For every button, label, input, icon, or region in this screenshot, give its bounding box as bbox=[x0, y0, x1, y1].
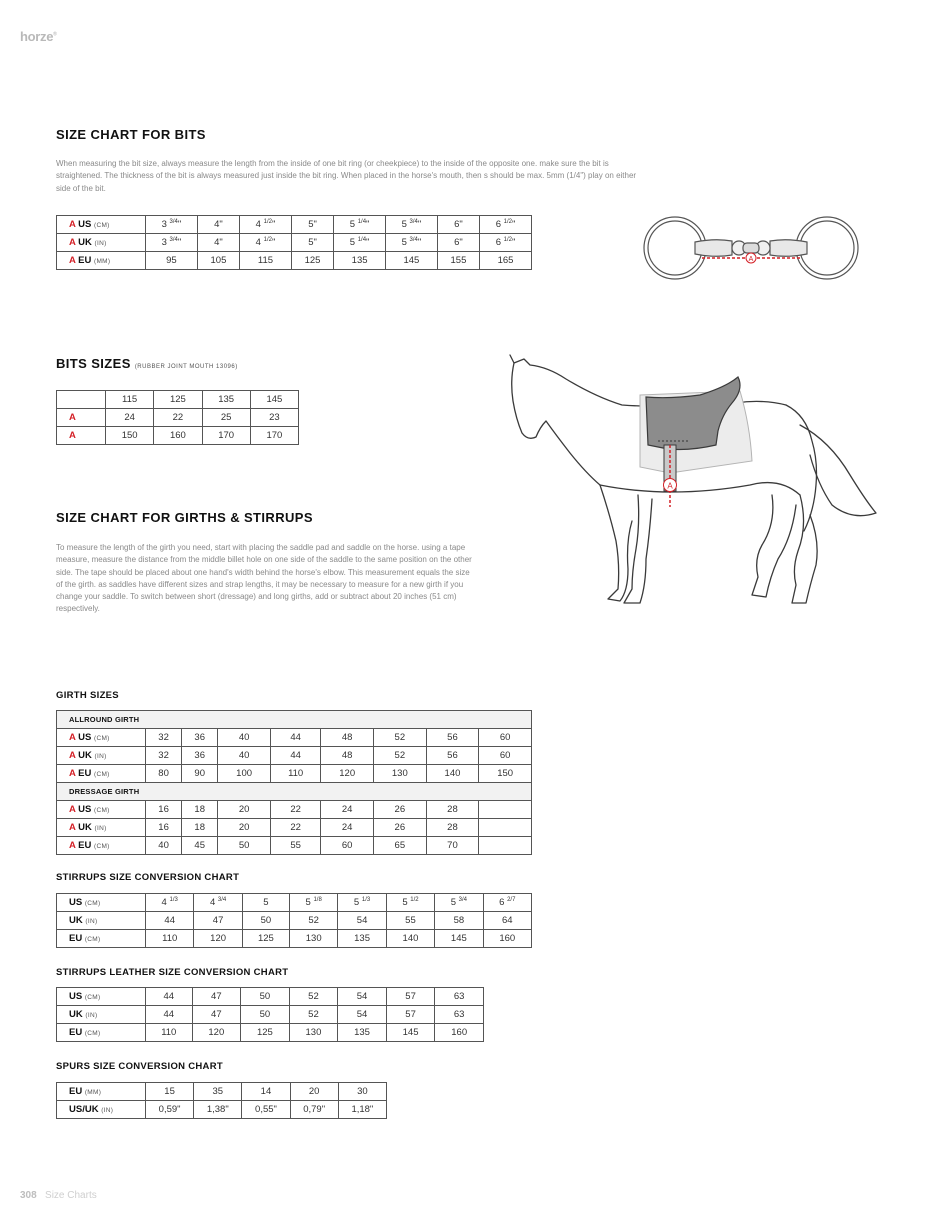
table-cell: 1,18" bbox=[338, 1101, 386, 1119]
table-cell: 36 bbox=[182, 747, 218, 765]
row-label: EU bbox=[69, 933, 83, 944]
table-cell: 54 bbox=[338, 988, 387, 1006]
row-unit: (CM) bbox=[84, 900, 101, 907]
bit-diagram-marker: A bbox=[748, 256, 754, 263]
horse-girth-illustration bbox=[500, 345, 890, 615]
table-cell: 24 bbox=[321, 801, 374, 819]
table-cell: 125 bbox=[241, 1024, 290, 1042]
table-cell: 64 bbox=[483, 912, 531, 930]
table-cell: 50 bbox=[241, 988, 290, 1006]
table-cell: 63 bbox=[435, 988, 484, 1006]
row-unit: (MM) bbox=[94, 258, 111, 265]
table-cell: 16 bbox=[146, 819, 182, 837]
row-unit: (CM) bbox=[84, 936, 101, 943]
table-cell: 28 bbox=[426, 819, 479, 837]
table-cell: 25 bbox=[202, 409, 250, 427]
row-label: EU bbox=[78, 255, 92, 266]
row-unit: (IN) bbox=[85, 918, 98, 925]
measure-letter: A bbox=[69, 768, 76, 779]
table-cell: 32 bbox=[146, 729, 182, 747]
table-cell: 4 $^{1/2}$" bbox=[240, 234, 292, 252]
table-cell: 145 bbox=[386, 252, 438, 270]
row-header bbox=[57, 837, 146, 855]
table-cell: 5 bbox=[242, 894, 289, 912]
table-row bbox=[57, 765, 532, 783]
bit-diagram bbox=[640, 212, 862, 284]
row-label: UK bbox=[78, 822, 92, 833]
table-cell: 24 bbox=[321, 819, 374, 837]
table-cell: 125 bbox=[242, 930, 289, 948]
table-cell: 1,38" bbox=[194, 1101, 242, 1119]
table-row bbox=[57, 988, 484, 1006]
table-cell: 130 bbox=[374, 765, 427, 783]
table-cell: 95 bbox=[146, 252, 198, 270]
table-cell: 18 bbox=[182, 801, 218, 819]
column-header: 125 bbox=[154, 391, 202, 409]
table-cell: 44 bbox=[146, 1006, 193, 1024]
table-row bbox=[57, 837, 532, 855]
table-cell: 145 bbox=[386, 1024, 435, 1042]
row-header bbox=[57, 912, 146, 930]
table-cell: 110 bbox=[146, 930, 194, 948]
footer-section: Size Charts bbox=[45, 1190, 97, 1201]
table-cell: 5 $^{1/3}$ bbox=[338, 894, 386, 912]
row-unit: (MM) bbox=[84, 1089, 102, 1096]
table-cell: 16 bbox=[146, 801, 182, 819]
row-label: EU bbox=[69, 1086, 83, 1097]
table-cell: 4 $^{1/3}$ bbox=[146, 894, 194, 912]
table-cell: 145 bbox=[435, 930, 483, 948]
table-cell: 4 $^{1/2}$" bbox=[240, 216, 292, 234]
table-cell: 24 bbox=[106, 409, 154, 427]
table-row bbox=[57, 912, 532, 930]
table-cell: 0,55" bbox=[242, 1101, 290, 1119]
column-header: 145 bbox=[250, 391, 298, 409]
table-cell: 130 bbox=[289, 1024, 338, 1042]
row-header bbox=[57, 930, 146, 948]
girth-group-name: ALLROUND GIRTH bbox=[57, 711, 532, 729]
table-cell: 5 $^{1/4}$" bbox=[334, 234, 386, 252]
table-cell: 115 bbox=[240, 252, 292, 270]
girths-section-title: SIZE CHART FOR GIRTHS & STIRRUPS bbox=[56, 510, 313, 525]
table-cell: 160 bbox=[154, 427, 202, 445]
row-header bbox=[57, 747, 146, 765]
table-cell: 160 bbox=[483, 930, 531, 948]
row-label: UK bbox=[78, 237, 92, 248]
table-cell: 26 bbox=[374, 819, 427, 837]
table-cell: 5 $^{3/4}$ bbox=[435, 894, 483, 912]
table-row bbox=[57, 930, 532, 948]
table-cell: 5 $^{1/4}$" bbox=[334, 216, 386, 234]
bits-title: SIZE CHART FOR BITS bbox=[56, 127, 206, 142]
table-cell: 160 bbox=[435, 1024, 484, 1042]
table-cell: 50 bbox=[242, 912, 289, 930]
row-label: US bbox=[78, 219, 92, 230]
table-cell: 70 bbox=[426, 837, 479, 855]
table-cell bbox=[479, 819, 532, 837]
row-header bbox=[57, 252, 146, 270]
table-cell: 47 bbox=[192, 1006, 241, 1024]
table-cell: 5" bbox=[291, 234, 333, 252]
row-unit: (IN) bbox=[85, 1012, 98, 1019]
table-cell: 130 bbox=[289, 930, 337, 948]
table-cell: 56 bbox=[426, 747, 479, 765]
girth-diagram-marker: A bbox=[667, 481, 673, 491]
table-cell: 52 bbox=[289, 1006, 338, 1024]
row-header bbox=[57, 765, 146, 783]
table-cell: 6" bbox=[437, 234, 479, 252]
group-header-row bbox=[57, 783, 532, 801]
row-unit: (IN) bbox=[94, 753, 107, 760]
table-cell: 135 bbox=[338, 1024, 387, 1042]
table-cell: 165 bbox=[480, 252, 532, 270]
table-cell: 170 bbox=[202, 427, 250, 445]
table-row bbox=[57, 216, 532, 234]
bit-sizes-title: BITS SIZES (RUBBER JOINT MOUTH 13096) bbox=[56, 356, 238, 371]
row-header bbox=[57, 819, 146, 837]
measure-letter: A bbox=[69, 750, 76, 761]
table-cell: 5 $^{1/8}$ bbox=[289, 894, 337, 912]
table-cell: 105 bbox=[197, 252, 239, 270]
row-unit: (CM) bbox=[94, 735, 110, 742]
table-cell: 4 $^{3/4}$ bbox=[194, 894, 242, 912]
table-cell: 40 bbox=[146, 837, 182, 855]
row-label: US bbox=[78, 732, 92, 743]
table-cell: 3 $^{3/4}$" bbox=[146, 216, 198, 234]
bits-description: When measuring the bit size, always measure the length from the inside of one bit ring (or cheekpiece) to the inside of the opposite one. make sure the bit is straightened. The thickness of the bit is always measured just inside the bit ring. When placed in the horse's mouth, then s should be max. 5mm (1/4") play on either side of the bit. bbox=[56, 159, 637, 193]
table-cell: 125 bbox=[291, 252, 333, 270]
table-cell: 6 $^{2/7}$ bbox=[483, 894, 531, 912]
table-cell: 4" bbox=[197, 216, 239, 234]
row-label: US/UK bbox=[69, 1104, 99, 1115]
table-corner bbox=[57, 391, 106, 409]
row-unit: (IN) bbox=[94, 825, 107, 832]
table-row bbox=[57, 409, 299, 427]
table-cell: 0,59" bbox=[146, 1101, 194, 1119]
row-header bbox=[57, 216, 146, 234]
column-header: 135 bbox=[202, 391, 250, 409]
row-header bbox=[57, 1101, 146, 1119]
table-cell: 44 bbox=[270, 729, 320, 747]
table-row bbox=[57, 1024, 484, 1042]
table-cell: 28 bbox=[426, 801, 479, 819]
table-cell: 170 bbox=[250, 427, 298, 445]
table-cell: 55 bbox=[386, 912, 434, 930]
table-cell: 18 bbox=[182, 819, 218, 837]
table-cell: 110 bbox=[146, 1024, 193, 1042]
table-cell: 45 bbox=[182, 837, 218, 855]
table-cell: 120 bbox=[321, 765, 374, 783]
table-cell: 47 bbox=[194, 912, 242, 930]
table-cell: 26 bbox=[374, 801, 427, 819]
table-row bbox=[57, 729, 532, 747]
table-cell bbox=[479, 837, 532, 855]
stirrups-title: STIRRUPS SIZE CONVERSION CHART bbox=[56, 872, 240, 883]
table-cell: 5 $^{3/4}$" bbox=[386, 234, 438, 252]
table-cell: 0,79" bbox=[290, 1101, 338, 1119]
table-cell: 65 bbox=[374, 837, 427, 855]
row-label: US bbox=[69, 991, 83, 1002]
table-cell: 150 bbox=[479, 765, 532, 783]
measure-letter: A bbox=[69, 840, 76, 851]
table-cell: 22 bbox=[154, 409, 202, 427]
table-cell: 52 bbox=[289, 912, 337, 930]
table-cell: 140 bbox=[386, 930, 434, 948]
table-cell: 135 bbox=[334, 252, 386, 270]
table-row bbox=[57, 894, 532, 912]
table-cell: 6 $^{1/2}$" bbox=[480, 216, 532, 234]
table-cell: 48 bbox=[321, 729, 374, 747]
brand-logo: horze® bbox=[20, 29, 57, 44]
table-cell: 90 bbox=[182, 765, 218, 783]
bit-sizes-subtitle: (RUBBER JOINT MOUTH 13096) bbox=[134, 364, 238, 370]
table-cell: 20 bbox=[218, 819, 271, 837]
row-label: UK bbox=[69, 1009, 83, 1020]
table-cell: 55 bbox=[270, 837, 320, 855]
table-cell: 5" bbox=[291, 216, 333, 234]
row-header bbox=[57, 1024, 146, 1042]
measure-letter: A bbox=[69, 822, 76, 833]
table-cell: 155 bbox=[437, 252, 479, 270]
table-cell: 47 bbox=[192, 988, 241, 1006]
bit-sizes-table bbox=[56, 390, 299, 445]
table-cell: 63 bbox=[435, 1006, 484, 1024]
measure-letter: A bbox=[69, 237, 76, 248]
group-header-row bbox=[57, 711, 532, 729]
table-cell: 30 bbox=[338, 1083, 386, 1101]
table-cell: 50 bbox=[218, 837, 271, 855]
table-row bbox=[57, 1083, 387, 1101]
row-header bbox=[57, 234, 146, 252]
row-unit: (CM) bbox=[84, 1030, 101, 1037]
row-unit: (CM) bbox=[84, 994, 101, 1001]
stirrup-leathers-table bbox=[56, 987, 484, 1042]
table-cell: 54 bbox=[338, 1006, 387, 1024]
table-cell: 6" bbox=[437, 216, 479, 234]
row-unit: (IN) bbox=[101, 1107, 114, 1114]
table-cell: 23 bbox=[250, 409, 298, 427]
row-header: A bbox=[57, 409, 106, 427]
table-cell: 14 bbox=[242, 1083, 290, 1101]
table-cell: 100 bbox=[218, 765, 271, 783]
row-label: EU bbox=[69, 1027, 83, 1038]
table-cell: 20 bbox=[290, 1083, 338, 1101]
table-cell: 48 bbox=[321, 747, 374, 765]
table-cell: 56 bbox=[426, 729, 479, 747]
column-header: 115 bbox=[106, 391, 154, 409]
table-cell: 22 bbox=[270, 801, 320, 819]
row-header bbox=[57, 1006, 146, 1024]
table-cell: 120 bbox=[194, 930, 242, 948]
row-label: US bbox=[78, 804, 92, 815]
row-header bbox=[57, 801, 146, 819]
row-unit: (IN) bbox=[94, 240, 107, 247]
table-cell: 22 bbox=[270, 819, 320, 837]
row-label: EU bbox=[78, 840, 92, 851]
row-header bbox=[57, 988, 146, 1006]
row-header bbox=[57, 894, 146, 912]
table-cell: 6 $^{1/2}$" bbox=[480, 234, 532, 252]
measure-letter: A bbox=[69, 732, 76, 743]
row-header bbox=[57, 729, 146, 747]
table-row bbox=[57, 747, 532, 765]
table-cell: 60 bbox=[321, 837, 374, 855]
table-cell: 3 $^{3/4}$" bbox=[146, 234, 198, 252]
table-cell: 44 bbox=[270, 747, 320, 765]
table-cell: 60 bbox=[479, 747, 532, 765]
measure-letter: A bbox=[69, 219, 76, 230]
table-cell: 80 bbox=[146, 765, 182, 783]
table-cell: 44 bbox=[146, 988, 193, 1006]
row-header: A bbox=[57, 427, 106, 445]
table-cell: 5 $^{1/2}$ bbox=[386, 894, 434, 912]
row-unit: (CM) bbox=[94, 771, 110, 778]
spurs-table bbox=[56, 1082, 387, 1119]
table-cell: 120 bbox=[192, 1024, 241, 1042]
table-cell: 4" bbox=[197, 234, 239, 252]
table-cell: 58 bbox=[435, 912, 483, 930]
girth-sizes-title: GIRTH SIZES bbox=[56, 690, 119, 701]
row-label: US bbox=[69, 897, 83, 908]
table-row bbox=[57, 819, 532, 837]
row-label: UK bbox=[69, 915, 83, 926]
girth-sizes-table bbox=[56, 710, 532, 855]
table-cell: 110 bbox=[270, 765, 320, 783]
table-row bbox=[57, 234, 532, 252]
table-cell: 15 bbox=[146, 1083, 194, 1101]
table-cell: 140 bbox=[426, 765, 479, 783]
girths-section-description: To measure the length of the girth you need, start with placing the saddle pad and saddle on the horse. using a tape measure, measure the distance from the middle billet hole on one side of the saddle to the same position on the other side. The tape should be placed about one hand's width behind the horse's elbow. This measurement equals the size of the girth. as saddles have different sizes and strap lengths, it may be necessary to measure for a new girth if you change your saddle. To switch between short (dressage) and long girths, add or subtract about 20 inches (51 cm) respectively. bbox=[56, 543, 472, 614]
row-unit: (CM) bbox=[94, 807, 110, 814]
table-cell: 40 bbox=[218, 747, 271, 765]
table-cell: 50 bbox=[241, 1006, 290, 1024]
page-footer bbox=[20, 1190, 97, 1201]
page-number: 308 bbox=[20, 1190, 37, 1201]
table-cell: 35 bbox=[194, 1083, 242, 1101]
row-label: EU bbox=[78, 768, 92, 779]
table-cell: 32 bbox=[146, 747, 182, 765]
row-unit: (CM) bbox=[94, 843, 110, 850]
table-cell: 20 bbox=[218, 801, 271, 819]
table-row bbox=[57, 1101, 387, 1119]
table-cell: 54 bbox=[338, 912, 386, 930]
table-cell: 150 bbox=[106, 427, 154, 445]
table-cell: 52 bbox=[374, 747, 427, 765]
table-cell: 5 $^{3/4}$" bbox=[386, 216, 438, 234]
table-cell: 57 bbox=[386, 1006, 435, 1024]
table-cell: 40 bbox=[218, 729, 271, 747]
row-unit: (CM) bbox=[94, 222, 110, 229]
table-cell: 44 bbox=[146, 912, 194, 930]
table-cell bbox=[479, 801, 532, 819]
spurs-title: SPURS SIZE CONVERSION CHART bbox=[56, 1061, 223, 1072]
table-row bbox=[57, 252, 532, 270]
row-header bbox=[57, 1083, 146, 1101]
table-row bbox=[57, 801, 532, 819]
table-cell: 52 bbox=[374, 729, 427, 747]
stirrups-table bbox=[56, 893, 532, 948]
table-header-row bbox=[57, 391, 299, 409]
girth-group-name: DRESSAGE GIRTH bbox=[57, 783, 532, 801]
table-cell: 60 bbox=[479, 729, 532, 747]
table-cell: 52 bbox=[289, 988, 338, 1006]
table-row bbox=[57, 1006, 484, 1024]
table-cell: 57 bbox=[386, 988, 435, 1006]
measure-letter: A bbox=[69, 804, 76, 815]
table-cell: 36 bbox=[182, 729, 218, 747]
bits-size-table bbox=[56, 215, 532, 270]
table-row bbox=[57, 427, 299, 445]
measure-letter: A bbox=[69, 255, 76, 266]
table-cell: 135 bbox=[338, 930, 386, 948]
row-label: UK bbox=[78, 750, 92, 761]
stirrup-leathers-title: STIRRUPS LEATHER SIZE CONVERSION CHART bbox=[56, 967, 289, 978]
